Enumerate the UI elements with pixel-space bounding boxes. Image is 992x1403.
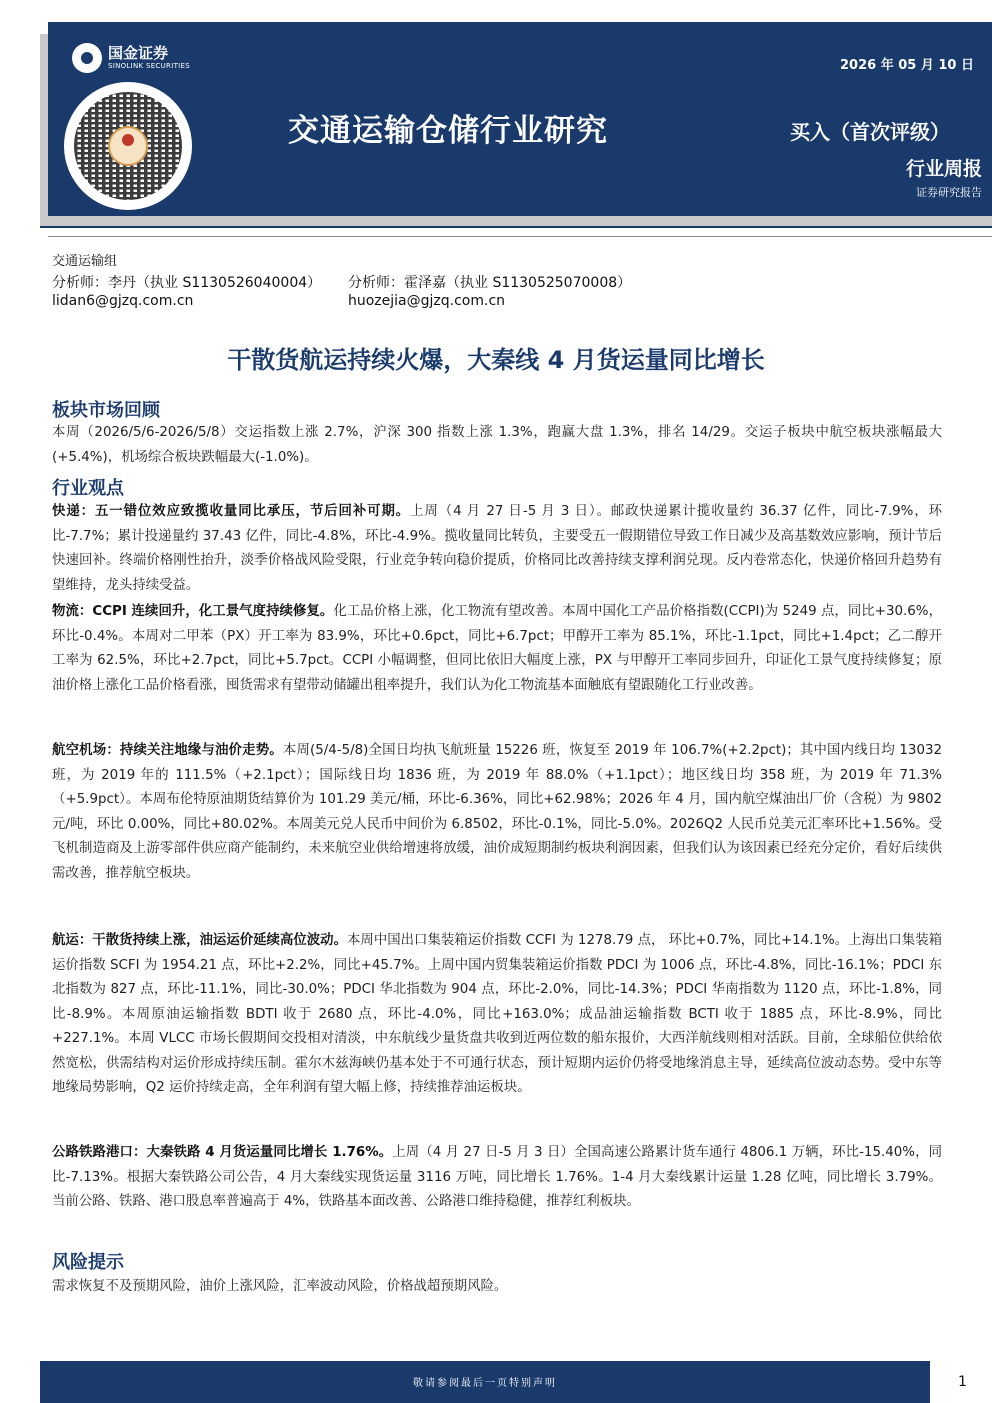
analyst-1-name: 分析师：李丹（执业 S1130526040004） [52, 275, 322, 291]
analyst-2-email[interactable]: huozejia@gjzq.com.cn [348, 293, 506, 309]
market-review-text: 本周（2026/5/6-2026/5/8）交运指数上涨 2.7%，沪深 300 指数上涨 1.3%，跑赢大盘 1.3%，排名 14/29。交运子板块中航空板块涨幅最大(+5.4%)，机场综合板块跌幅最大(-1.0%)。 [52, 425, 942, 465]
section-heading-risk: 风险提示 [52, 1252, 124, 1273]
qr-code-icon [64, 82, 192, 210]
shipping-lead: 航运：干散货持续上涨，油运运价延续高位波动。 [52, 933, 348, 948]
shipping-paragraph [52, 929, 942, 1101]
express-paragraph [52, 500, 942, 598]
company-logo [72, 40, 222, 76]
logo-name-cn: 国金证券 [108, 44, 169, 62]
aviation-paragraph [52, 739, 942, 886]
analyst-1-email[interactable]: lidan6@gjzq.com.cn [52, 293, 194, 309]
road-text: 上周（4 月 27 日-5 月 3 日）全国高速公路累计货车通行 4806.1 万辆，环比-15.40%，同比-7.13%。根据大秦铁路公司公告，4 月大秦线实现货运量 3116 万吨，同比增长 1.76%。1-4 月大秦线累计运量 1.28 亿吨，同比增长 3.79%。当前公路、铁路、港口股息率普遍高于 4%，铁路基本面改善、公路港口维持稳健，推荐红利板块。 [52, 1145, 942, 1209]
logo-mark-icon [72, 43, 102, 73]
express-text: 上周（4 月 27 日-5 月 3 日）。邮政快递累计揽收量约 36.37 亿件，同比-7.9%，环比-7.7%；累计投递量约 37.43 亿件，同比-4.8%，环比-4.9%。揽收量同比转负，主要受五一假期错位导致工作日减少及高基数效应影响，预计节后快速回补。终端价格刚性抬升，淡季价格战风险受限，行业竞争转向稳价提质，价格同比改善持续支撑利润兑现。反内卷常态化，快递价格回升趋势有望维持，龙头持续受益。 [52, 504, 943, 593]
section-heading-views: 行业观点 [52, 478, 124, 499]
page-number: 1 [958, 1374, 967, 1390]
logistics-lead: 物流：CCPI 连续回升，化工景气度持续修复。 [52, 604, 334, 619]
road-lead: 公路铁路港口：大秦铁路 4 月货运量同比增长 1.76%。 [52, 1145, 393, 1160]
section-heading-market: 板块市场回顾 [52, 400, 160, 421]
report-date: 2026 年 05 月 10 日 [840, 58, 974, 73]
aviation-text: 本周(5/4-5/8)全国日均执飞航班量 15226 班，恢复至 2019 年 106.7%(+2.2pct)；其中国内线日均 13032 班，为 2019 年的 111.5%（+2.1pct）；国际线日均 1836 班，为 2019 年 88.0%（+1.1pct）；地区线日均 358 班，为 2019 年 71.3%（+5.9pct）。本周布伦特原油期货结算价为 101.29 美元/桶，环比-6.36%，同比+62.98%；2026 年 4 月，国内航空煤油出厂价（含税）为 9802 元/吨，环比 0.00%，同比+80.02%。本周美元兑人民币中间价为 6.8502，环比-0.1%，同比-5.0%。2026Q2 人民币兑美元汇率环比+1.56%。受飞机制造商及上游零部件供应商产能制约，未来航空业供给增速将放缓，油价成短期制约板块利润因素，但我们认为该因素已经充分定价，看好后续供需改善，推荐航空板块。 [52, 743, 943, 881]
logo-name-en: SINOLINK SECURITIES [108, 62, 190, 70]
logistics-paragraph [52, 600, 942, 698]
analyst-2-name: 分析师：霍泽嘉（执业 S1130525070008） [348, 275, 632, 291]
header-underline [40, 226, 992, 228]
express-lead: 快递：五一错位效应致揽收量同比承压，节后回补可期。 [52, 504, 411, 519]
report-type: 行业周报 [905, 158, 982, 180]
road-rail-port-paragraph [52, 1141, 942, 1215]
logistics-text: 化工品价格上涨，化工物流有望改善。本周中国化工产品价格指数(CCPI)为 5249 点，同比+30.6%，环比-0.4%。本周对二甲苯（PX）开工率为 83.9%，环比+0.6pct，同比+6.7pct；甲醇开工率为 85.1%，环比-1.1pct，同比+1.4pct；乙二醇开工率为 62.5%，环比+2.7pct，同比+5.7pct。CCPI 小幅调整，但同比依旧大幅度上涨，PX 与甲醇开工率同步回升，印证化工景气度持续修复；原油价格上涨化工品价格看涨，囤货需求有望带动储罐出租率提升，我们认为化工物流基本面触底有望跟随化工行业改善。 [52, 604, 942, 693]
header-divider [48, 236, 992, 237]
report-subtitle: 证券研究报告 [916, 186, 982, 199]
rating: 买入（首次评级） [790, 120, 950, 144]
report-title: 干散货航运持续火爆，大秦线 4 月货运量同比增长 [227, 346, 765, 374]
shipping-text: 本周中国出口集装箱运价指数 CCFI 为 1278.79 点， 环比+0.7%，同比+14.1%。上海出口集装箱运价指数 SCFI 为 1954.21 点，环比+2.2%，同比+45.7%。上周中国内贸集装箱运价指数 PDCI 为 1006 点，环比-4.8%，同比-16.1%；PDCI 东北指数为 827 点，环比-11.1%，同比-30.0%；PDCI 华北指数为 904 点，环比-2.0%，同比-14.3%；PDCI 华南指数为 1120 点，环比-1.8%，同比-8.9%。本周原油运输指数 BDTI 收于 2680 点，环比-4.0%，同比+163.0%；成品油运输指数 BCTI 收于 1885 点，环比-8.9%，同比+227.1%。本周 VLCC 市场长假期间交投相对清淡，中东航线少量货盘共收到近两位数的船东报价，大西洋航线则相对活跃。目前，全球船位供给依然宽松，供需结构对运价形成持续压制。霍尔木兹海峡仍基本处于不可通行状态，预计短期内运价仍将受地缘消息主导，延续高位波动态势。受中东等地缘局势影响，Q2 运价持续走高，全年利润有望大幅上修，持续推荐油运板块。 [52, 933, 942, 1095]
industry-title: 交通运输仓储行业研究 [288, 113, 608, 149]
team-name: 交通运输组 [52, 254, 118, 269]
footer-disclaimer: 敬请参阅最后一页特别声明 [413, 1378, 557, 1389]
aviation-lead: 航空机场：持续关注地缘与油价走势。 [52, 743, 283, 758]
risk-text: 需求恢复不及预期风险，油价上涨风险，汇率波动风险，价格战超预期风险。 [52, 1279, 508, 1294]
